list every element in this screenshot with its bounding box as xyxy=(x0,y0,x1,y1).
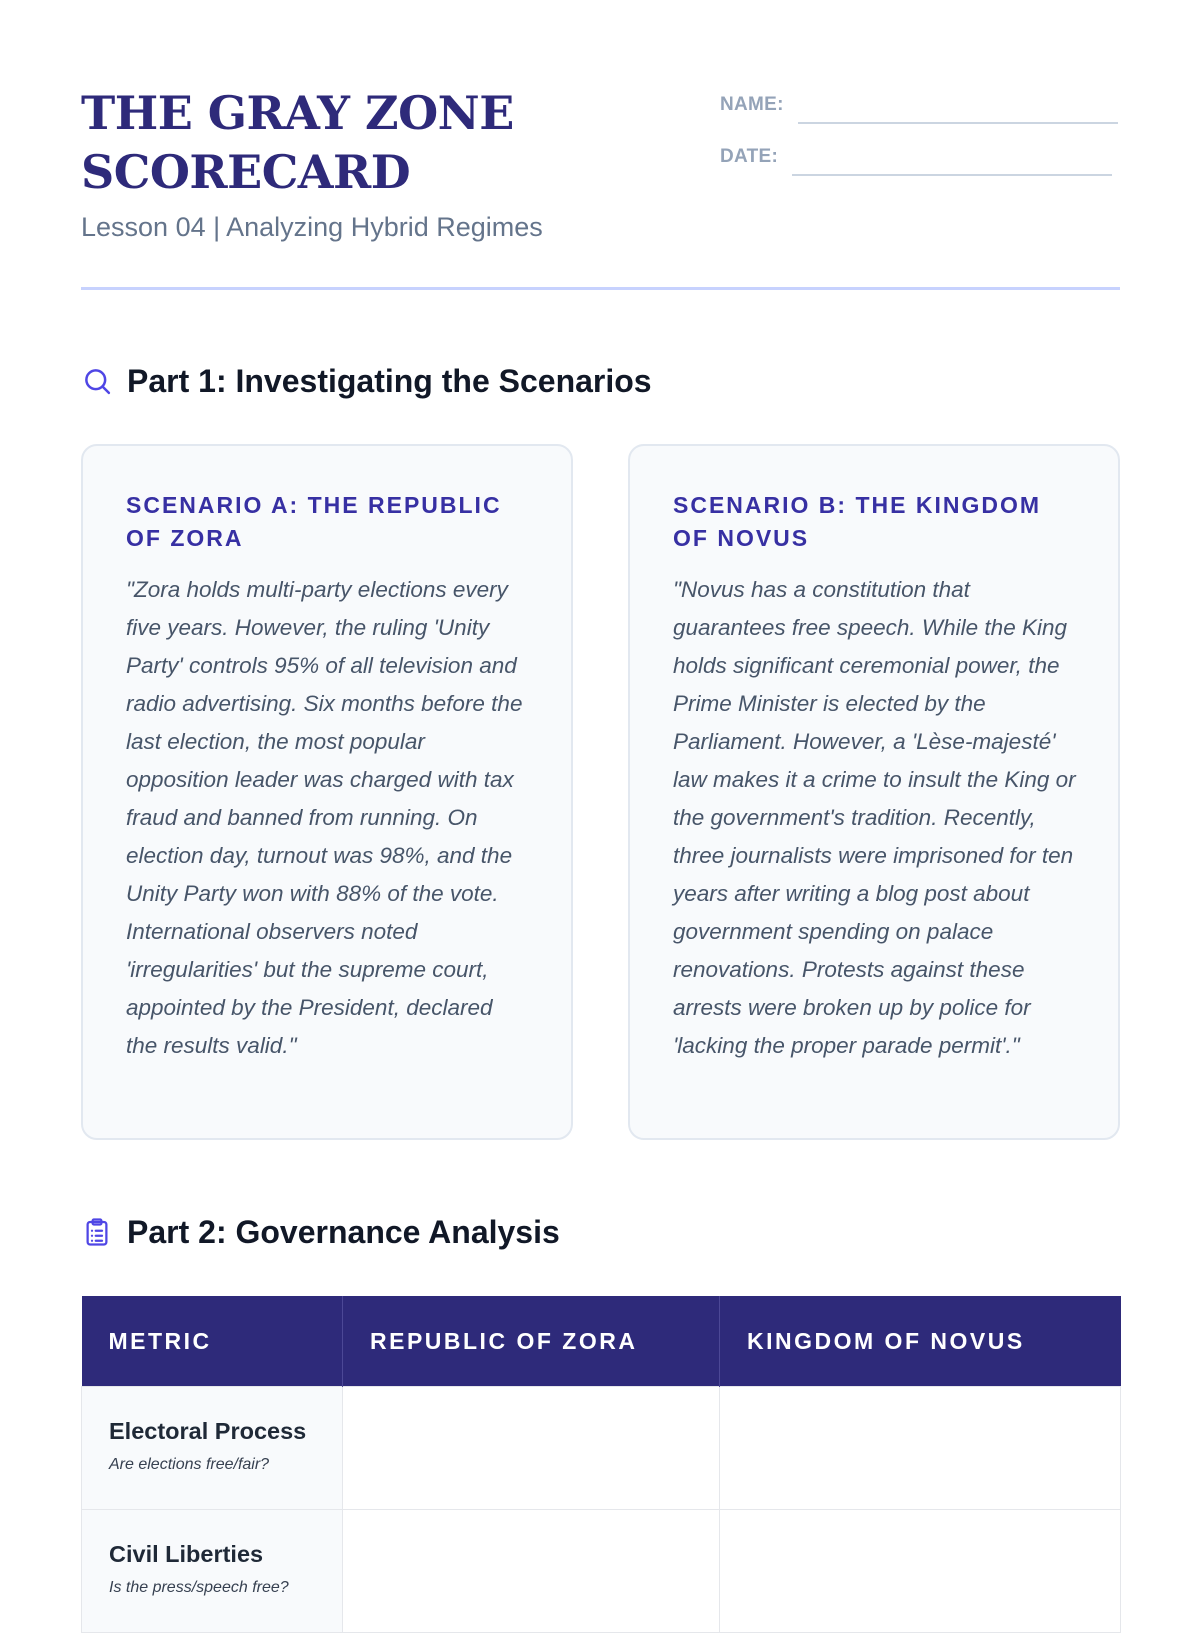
part1-heading xyxy=(81,361,652,401)
part2-heading xyxy=(81,1212,560,1252)
column-header-novus: KINGDOM OF NOVUS xyxy=(720,1296,1121,1387)
scenario-text: "Novus has a constitution that guarantees free speech. While the King holds significant ceremonial power, the Prime Minister is elected by the Parliament. However, a 'Lèse-majesté' law makes it a crime to insult the King or the government's tradition. Recently, three journalists were imprisoned for ten years after writing a blog post about government spending on palace renovations. Protests against these arrests were broken up by police for 'lacking the proper parade permit'." xyxy=(673,577,1076,1058)
table-row xyxy=(82,1510,1121,1633)
name-field xyxy=(720,84,1118,124)
table-header-row xyxy=(82,1296,1121,1387)
clipboard-icon xyxy=(81,1216,113,1248)
page-subtitle: Lesson 04 | Analyzing Hybrid Regimes xyxy=(81,212,543,242)
column-header-zora: REPUBLIC OF ZORA xyxy=(343,1296,720,1387)
table-row xyxy=(82,1387,1121,1510)
date-label: DATE: xyxy=(720,146,779,167)
scenario-title: SCENARIO B: THE KINGDOM OF NOVUS xyxy=(673,492,1041,551)
metric-question: Are elections free/fair? xyxy=(109,1456,270,1473)
answer-cell-novus[interactable] xyxy=(720,1510,1121,1633)
header-divider xyxy=(81,287,1120,290)
column-header-metric: METRIC xyxy=(82,1296,343,1387)
name-label: NAME: xyxy=(720,94,784,115)
metric-question: Is the press/speech free? xyxy=(109,1579,289,1596)
answer-cell-zora[interactable] xyxy=(343,1387,720,1510)
part1-title: Part 1: Investigating the Scenarios xyxy=(127,362,652,399)
scenario-card-a xyxy=(81,444,573,1140)
scenario-card-b xyxy=(628,444,1120,1140)
answer-cell-zora[interactable] xyxy=(343,1510,720,1633)
governance-table xyxy=(81,1296,1121,1633)
scenario-title: SCENARIO A: THE REPUBLIC OF ZORA xyxy=(126,492,502,551)
name-input-line[interactable] xyxy=(798,92,1118,124)
metric-cell xyxy=(82,1387,343,1510)
scenario-text: "Zora holds multi-party elections every five years. However, the ruling 'Unity Party' controls 95% of all television and radio advertising. Six months before the last election, the most popular opposition leader was charged with tax fraud and banned from running. On election day, turnout was 98%, and the Unity Party won with 88% of the vote. International observers noted 'irregularities' but the supreme court, appointed by the President, declared the results valid." xyxy=(126,577,523,1058)
date-field xyxy=(720,136,1112,176)
worksheet-header xyxy=(81,84,1120,290)
search-icon xyxy=(81,365,113,397)
metric-name: Electoral Process xyxy=(109,1418,307,1444)
answer-cell-novus[interactable] xyxy=(720,1387,1121,1510)
metric-cell xyxy=(82,1510,343,1633)
metric-name: Civil Liberties xyxy=(109,1541,264,1567)
part2-title: Part 2: Governance Analysis xyxy=(127,1213,560,1250)
page-title: THE GRAY ZONE SCORECARD xyxy=(81,86,514,199)
date-input-line[interactable] xyxy=(792,144,1112,176)
